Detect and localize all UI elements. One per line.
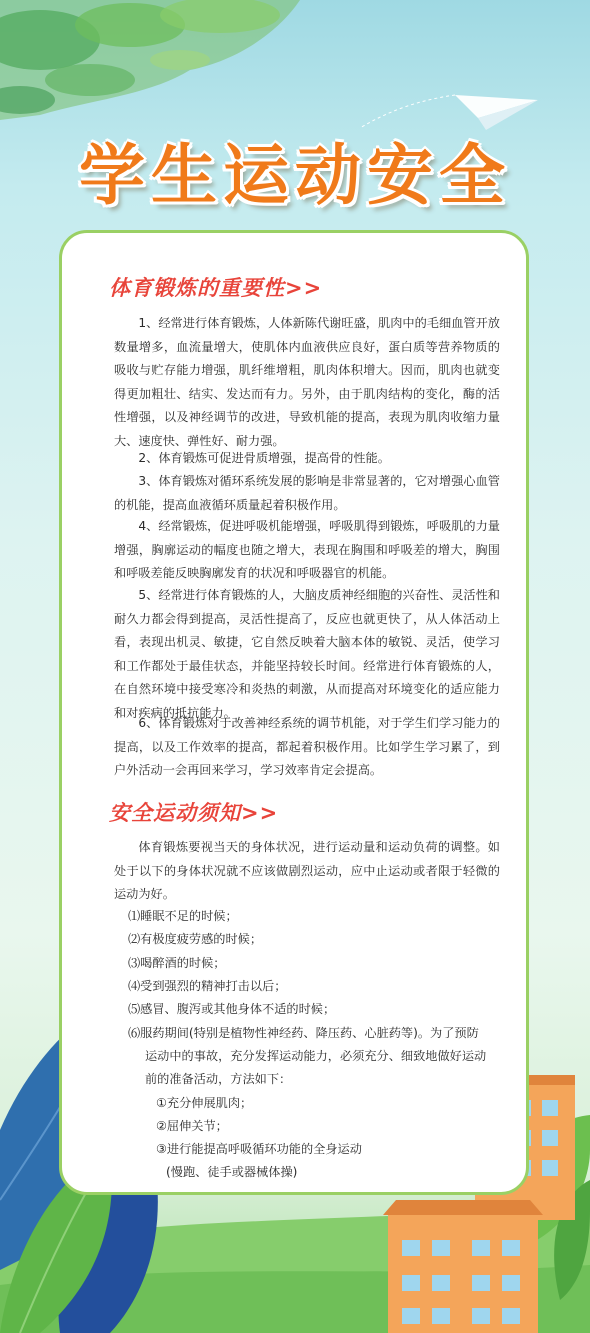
prep-line: 运动中的事故，充分发挥运动能力，必须充分、细致地做好运动 [145, 1049, 487, 1063]
method-item: ①充分伸展肌肉； [156, 1096, 253, 1110]
safety-intro: 体育锻炼要视当天的身体状况，进行运动量和运动负荷的调整。如处于以下的身体状况就不应该做剧烈运动，应中止运动或者限于轻微的运动为好。 [114, 840, 500, 902]
poster-title: 学生运动安全 [79, 137, 511, 214]
method-item: ②屈伸关节； [156, 1119, 228, 1133]
paragraph-6: 6、体育锻炼对于改善神经系统的调节机能，对于学生们学习能力的提高，以及工作效率的提高，都起着积极作用。比如学生学习累了，到户外活动一会再回来学习，学习效率肯定会提高。 [114, 716, 500, 778]
paragraph-4: 4、经常锻炼，促进呼吸机能增强，呼吸肌得到锻炼，呼吸肌的力量增强，胸廓运动的幅度也随之增大，表现在胸围和呼吸差的增大，胸围和呼吸差能反映胸廓发育的状况和呼吸器官的机能。 [114, 519, 500, 581]
condition-item: ⑶喝醉酒的时候； [128, 956, 226, 970]
section-heading-importance: 体育锻炼的重要性>> [109, 276, 323, 300]
condition-item: ⑴睡眠不足的时候； [128, 909, 238, 923]
paragraph-3: 3、体育锻炼对循环系统发展的影响是非常显著的，它对增强心血管的机能，提高血液循环质量起着积极作用。 [114, 474, 500, 512]
paragraph-1: 1、经常进行体育锻炼，人体新陈代谢旺盛，肌肉中的毛细血管开放数量增多，血流量增大，使肌体内血液供应良好，蛋白质等营养物质的吸收与贮存能力增强，肌纤维增粗，肌肉体积增大。因而，肌肉也就变得更加粗壮、结实、发达而有力。另外，由于肌肉结构的变化，酶的活性增强，以及神经调节的改进，导致机能的提高，表现为肌肉收缩力量大、速度快、弹性好、耐力强。 [114, 316, 500, 448]
condition-item: ⑵有极度疲劳感的时候； [128, 932, 263, 946]
method-item: ③进行能提高呼吸循环功能的全身运动 [156, 1142, 362, 1156]
condition-item: ⑹服药期间(特别是植物性神经药、降压药、心脏药等)。为了预防 [128, 1026, 479, 1040]
prep-line: 前的准备活动，方法如下： [145, 1072, 292, 1086]
method-note: (慢跑、徒手或器械体操) [166, 1165, 298, 1179]
paragraph-5: 5、经常进行体育锻炼的人，大脑皮质神经细胞的兴奋性、灵活性和耐久力都会得到提高，灵活性提高了，反应也就更快了，从人体活动上看，表现出机灵、敏捷，它自然反映着大脑本体的敏锐、灵活，使学习和工作都处于最佳状态，并能坚持较长时间。经常进行体育锻炼的人，在自然环境中接受寒冷和炎热的刺激，从而提高对环境变化的适应能力和对疾病的抵抗能力。 [114, 588, 500, 720]
tree-leaves [0, 0, 300, 120]
paragraph-2: 2、体育锻炼可促进骨质增强，提高骨的性能。 [138, 451, 390, 465]
condition-item: ⑸感冒、腹泻或其他身体不适的时候； [128, 1002, 336, 1016]
section-heading-safety: 安全运动须知>> [109, 801, 279, 825]
condition-item: ⑷受到强烈的精神打击以后； [128, 979, 287, 993]
